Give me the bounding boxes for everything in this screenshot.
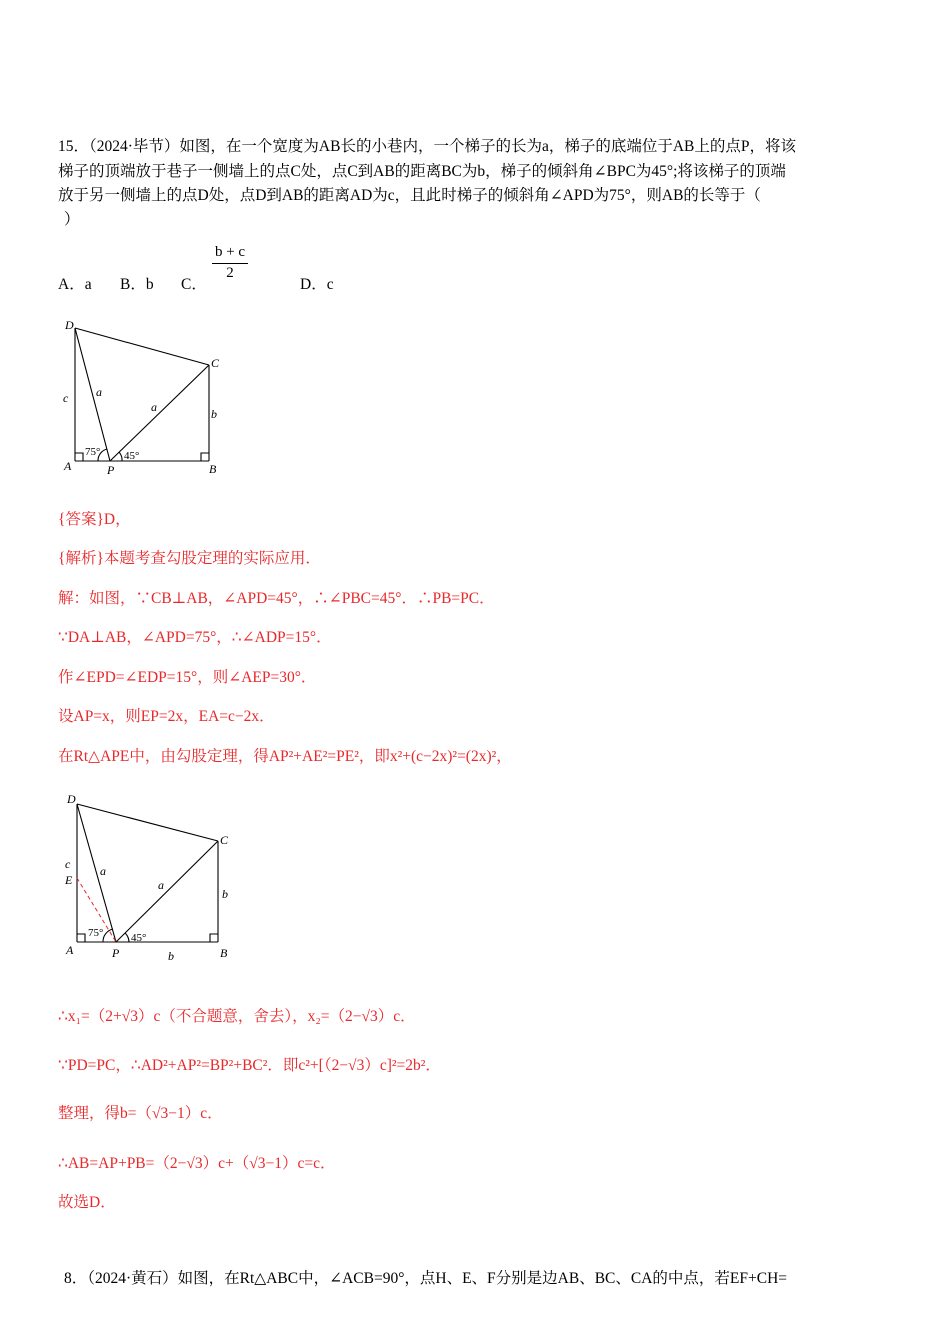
solution-step-9: ∴AB=AP+PB=（2−√3）c+（√3−1）c=c． xyxy=(58,1155,336,1172)
solution-step-7: ∵PD=PC，∴AD²+AP²=BP²+BC²．即c²+[（2−√3）c]²=2b²． xyxy=(58,1057,441,1074)
option-c-numerator: b + c xyxy=(212,244,248,264)
fig2-side-a-left: a xyxy=(100,864,106,878)
fig2-side-b-vertical: b xyxy=(222,887,228,901)
fig1-label-p: P xyxy=(107,463,115,477)
option-b: B．b xyxy=(120,276,154,293)
fig1-side-b: b xyxy=(211,407,217,421)
q15-line2: 梯子的顶端放于巷子一侧墙上的点C处，点C到AB的距离BC为b，梯子的倾斜角∠BPC为45°;将该梯子的顶端 xyxy=(58,163,786,180)
analysis-line: {解析}本题考查勾股定理的实际应用． xyxy=(58,550,321,567)
fig2-label-d: D xyxy=(67,792,76,806)
fig2-label-e: E xyxy=(65,873,73,887)
fig2-label-a-point: A xyxy=(66,943,74,957)
fig2-side-c: c xyxy=(65,857,71,871)
option-c-denominator: 2 xyxy=(226,265,234,281)
option-c-label: C． xyxy=(181,276,207,293)
fig2-angle-75: 75° xyxy=(88,927,104,939)
solution-step-6: ∴x₁=（2+√3）c（不合题意，舍去），x₂=（2−√3）c． xyxy=(58,1008,416,1025)
q15-line3: 放于另一侧墙上的点D处，点D到AB的距离AD为c，且此时梯子的倾斜角∠APD为75°，则AB的长等于（ xyxy=(58,187,761,204)
fig2-label-p: P xyxy=(112,946,120,960)
q15-line4: ） xyxy=(64,211,80,228)
solution-step-10: 故选D． xyxy=(58,1194,116,1211)
option-c-fraction xyxy=(212,244,248,282)
solution-step-8: 整理，得b=（√3−1）c． xyxy=(58,1105,223,1122)
fig2-side-b-bottom: b xyxy=(168,949,174,963)
solution-step-3: 作∠EPD=∠EDP=15°，则∠AEP=30°． xyxy=(58,669,317,686)
fig2-label-c-point: C xyxy=(220,833,229,847)
fig2-side-a-right: a xyxy=(158,878,164,892)
fig1-label-a-point: A xyxy=(64,459,72,473)
fig2-angle-45: 45° xyxy=(131,932,147,944)
solution-step-5: 在Rt△APE中，由勾股定理，得AP²+AE²=PE²，即x²+(c−2x)²=(2x)²， xyxy=(58,748,512,765)
solution-step-1: 解：如图，∵CB⊥AB，∠APD=45°，∴∠PBC=45°．∴PB=PC． xyxy=(58,590,495,607)
figure-1-ladder-diagram xyxy=(58,312,238,482)
q8-line1: 8．（2024·黄石）如图，在Rt△ABC中，∠ACB=90°，点H、E、F分别是边AB、BC、CA的中点，若EF+CH= xyxy=(64,1270,788,1287)
figure-2-ladder-diagram xyxy=(58,786,248,966)
fig1-angle-45: 45° xyxy=(124,450,140,462)
fig1-label-d: D xyxy=(65,318,74,332)
fig1-side-a-right: a xyxy=(151,400,157,414)
answer-line: {答案}D， xyxy=(58,511,131,528)
fig1-angle-75: 75° xyxy=(85,446,101,458)
q15-line1: 15．（2024·毕节）如图，在一个宽度为AB长的小巷内，一个梯子的长为a，梯子的底端位于AB上的点P，将该 xyxy=(58,138,796,155)
option-a: A．a xyxy=(58,276,92,293)
fig2-label-b-point: B xyxy=(220,946,228,960)
fig1-label-c-point: C xyxy=(211,356,220,370)
fig1-side-a-left: a xyxy=(96,385,102,399)
option-d: D．c xyxy=(300,276,334,293)
solution-step-2: ∵DA⊥AB，∠APD=75°，∴∠ADP=15°． xyxy=(58,629,332,646)
fig1-side-c: c xyxy=(63,391,69,405)
fig1-label-b-point: B xyxy=(209,462,217,476)
solution-step-4: 设AP=x，则EP=2x，EA=c−2x． xyxy=(58,708,275,725)
